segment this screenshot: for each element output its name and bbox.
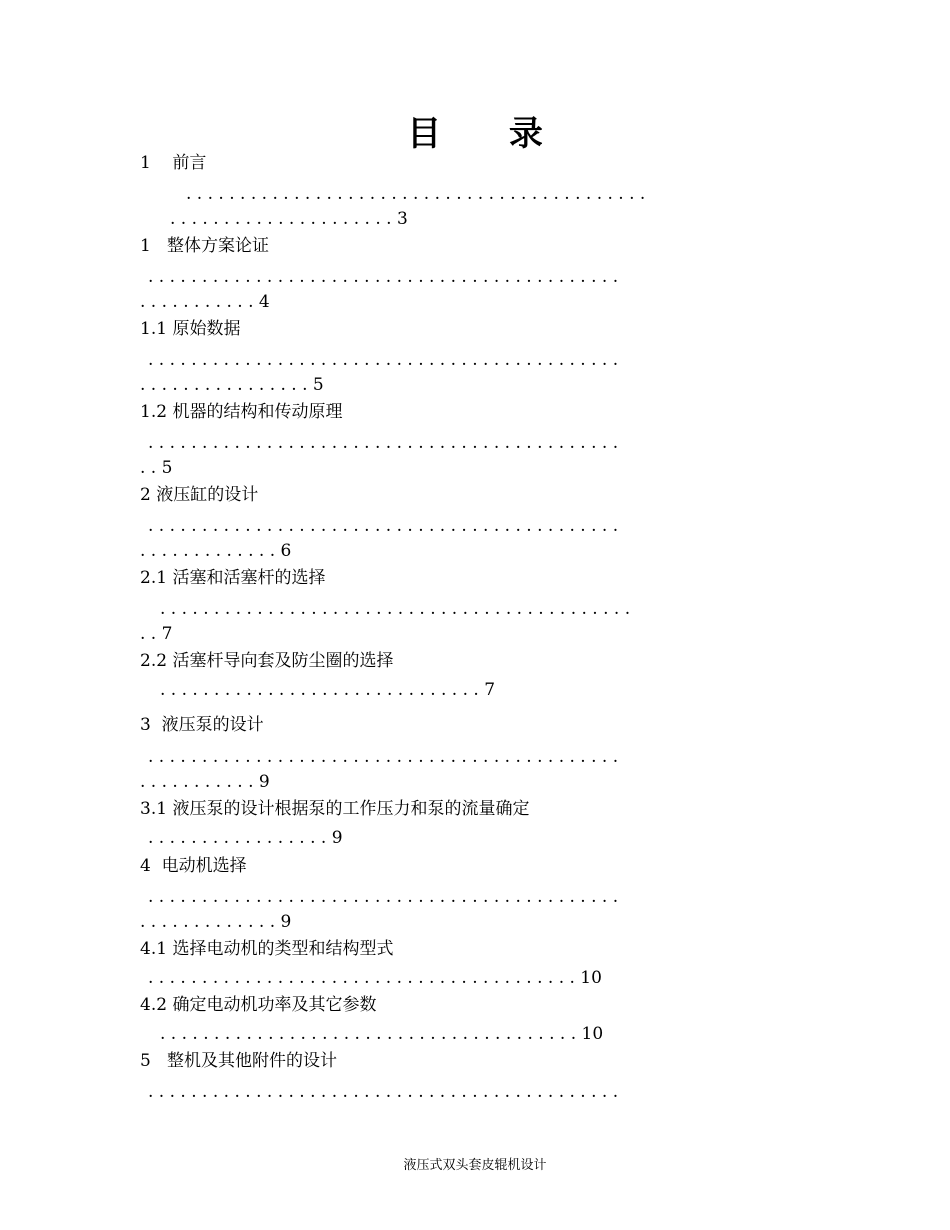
toc-leader-dots: . . . . . . . . . . . . . . . . . . . . . . . . . . . . . . . . . . . . . . . . . . . . — [148, 1082, 619, 1102]
toc-page-number: . . . . . . . . . . . . . 6 — [140, 541, 292, 561]
toc-page-number: . . 7 — [140, 624, 173, 644]
toc-entry-label: 1 整体方案论证 — [140, 236, 270, 256]
toc-leader-dots: . . . . . . . . . . . . . . . . . . . . . . . . . . . . . . . . . . . . . . . . . . . . — [148, 267, 619, 287]
toc-page-number: . . 5 — [140, 458, 173, 478]
toc-entry-label: 1 前言 — [140, 153, 207, 173]
toc-leader-dots: . . . . . . . . . . . . . . . . . . . . . . . . . . . . . . . . . . . . . . . . . . . — [186, 184, 646, 204]
toc-page-number: . . . . . . . . . . . . . 9 — [140, 912, 292, 932]
toc-page-number: . . . . . . . . . . . 4 — [140, 292, 270, 312]
toc-entry-label: 1.1 原始数据 — [140, 319, 241, 339]
page-title: 目 录 — [407, 114, 571, 154]
toc-leader-dots: . . . . . . . . . . . . . . . . . . . . . . . . . . . . . . . . . . . . . . . . . . . . — [148, 350, 619, 370]
toc-page-number: . . . . . . . . . . . . . . . . 5 — [140, 375, 324, 395]
toc-leader-dots: . . . . . . . . . . . . . . . . . 9 — [148, 828, 343, 848]
toc-leader-dots: . . . . . . . . . . . . . . . . . . . . . . . . . . . . . . . . . . . . . . . . 10 — [148, 968, 602, 988]
toc-entry-label: 4 电动机选择 — [140, 856, 247, 876]
toc-leader-dots: . . . . . . . . . . . . . . . . . . . . . . . . . . . . . . . . . . . . . . . 10 — [160, 1024, 604, 1044]
toc-entry-label: 2.1 活塞和活塞杆的选择 — [140, 568, 326, 588]
toc-page-number: . . . . . . . . . . . . . . . . . . . . . 3 — [170, 209, 408, 229]
toc-entry-label: 2 液压缸的设计 — [140, 485, 259, 505]
toc-entry-label: 4.2 确定电动机功率及其它参数 — [140, 995, 377, 1015]
toc-leader-dots: . . . . . . . . . . . . . . . . . . . . . . . . . . . . . . . . . . . . . . . . . . . . — [148, 516, 619, 536]
toc-leader-dots: . . . . . . . . . . . . . . . . . . . . . . . . . . . . . . . . . . . . . . . . . . . . — [160, 599, 631, 619]
page-footer: 液压式双头套皮辊机设计 — [403, 1158, 547, 1173]
toc-leader-dots: . . . . . . . . . . . . . . . . . . . . . . . . . . . . . . . . . . . . . . . . . . . . — [148, 887, 619, 907]
toc-entry-label: 4.1 选择电动机的类型和结构型式 — [140, 939, 394, 959]
toc-entry-label: 1.2 机器的结构和传动原理 — [140, 402, 343, 422]
toc-entry-label: 2.2 活塞杆导向套及防尘圈的选择 — [140, 651, 394, 671]
toc-page-number: . . . . . . . . . . . 9 — [140, 772, 270, 792]
toc-leader-dots: . . . . . . . . . . . . . . . . . . . . . . . . . . . . . . 7 — [160, 680, 496, 700]
toc-leader-dots: . . . . . . . . . . . . . . . . . . . . . . . . . . . . . . . . . . . . . . . . . . . . — [148, 433, 619, 453]
toc-entry-label: 3 液压泵的设计 — [140, 715, 264, 735]
toc-entry-label: 5 整机及其他附件的设计 — [140, 1051, 338, 1071]
toc-leader-dots: . . . . . . . . . . . . . . . . . . . . . . . . . . . . . . . . . . . . . . . . . . . . — [148, 747, 619, 767]
toc-entry-label: 3.1 液压泵的设计根据泵的工作压力和泵的流量确定 — [140, 799, 530, 819]
